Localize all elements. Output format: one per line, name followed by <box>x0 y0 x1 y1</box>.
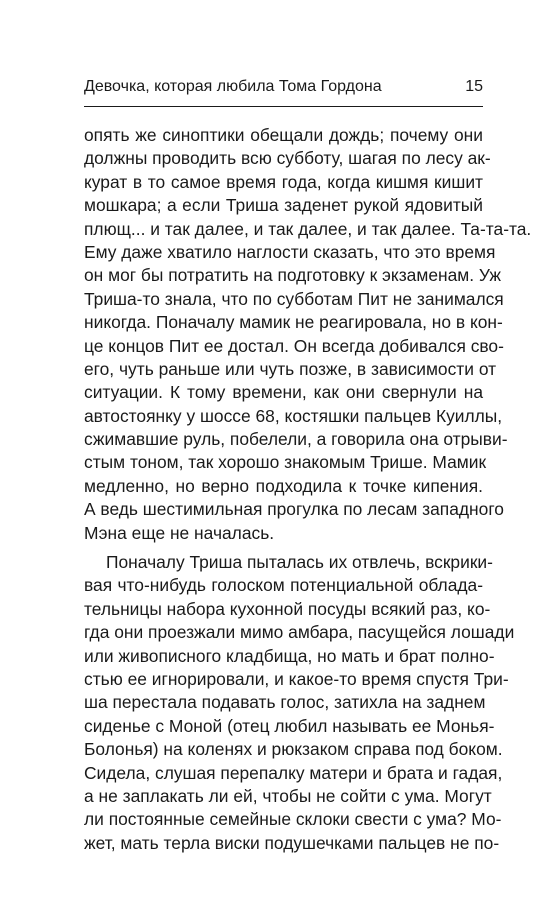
text-line: стым тоном, так хорошо знакомым Трише. Мамик <box>84 452 487 473</box>
text-line: или живописного кладбища, но мать и брат полно- <box>84 645 495 666</box>
paragraph <box>84 551 515 855</box>
text-line: Болонья) на коленях и рюкзаком справа под боком. <box>84 739 503 760</box>
header-rule <box>84 106 483 107</box>
text-line: А ведь шестимильная прогулка по лесам западного <box>84 499 504 520</box>
page-number: 15 <box>465 78 483 95</box>
text-line: Ему даже хватило наглости сказать, что это время <box>84 241 496 262</box>
text-line: медленно, но верно подходила к точке кипения. <box>84 475 483 496</box>
text-line: стью ее игнорировали, и какое-то время спустя Три- <box>84 668 509 689</box>
text-line: его, чуть раньше или чуть позже, в зависимости от <box>84 358 497 379</box>
text-line: а не заплакать ли ей, чтобы не сойти с ума. Могут <box>84 785 492 806</box>
text-line: це концов Пит ее достал. Он всегда добивался сво- <box>84 335 504 356</box>
text-line: вая что-нибудь голоском потенциальной облада- <box>84 575 483 596</box>
text-line: Триша-то знала, что по субботам Пит не занимался <box>84 288 504 309</box>
text-line: ли постоянные семейные склоки свести с ума? Мо- <box>84 809 502 830</box>
paragraph <box>84 124 532 545</box>
text-line: он мог бы потратить на подготовку к экзаменам. Уж <box>84 265 501 286</box>
text-line: ша перестала подавать голос, затихла на заднем <box>84 692 486 713</box>
text-line: плющ... и так далее, и так далее, и так далее. Та-та-та. <box>84 218 532 239</box>
text-line: опять же синоптики обещали дождь; почему они <box>84 125 483 145</box>
text-line: автостоянку у шоссе 68, костяшки пальцев Куиллы, <box>84 405 503 426</box>
text-line: никогда. Поначалу мамик не реагировала, но в кон- <box>84 312 503 333</box>
text-line: жет, мать терла виски подушечками пальцев не по- <box>84 832 500 853</box>
text-line: гда они проезжали мимо амбара, пасущейся лошади <box>84 622 515 643</box>
text-line: курат в то самое время года, когда кишмя кишит <box>84 171 483 192</box>
body-text <box>84 124 532 855</box>
text-line: сжимавшие руль, побелели, а говорила она отрыви- <box>84 429 508 450</box>
text-line: Сидела, слушая перепалку матери и брата и гадая, <box>84 762 503 783</box>
text-line: мошкара; а если Триша заденет рукой ядовитый <box>84 195 483 216</box>
text-line: должны проводить всю субботу, шагая по лесу ак- <box>84 148 491 169</box>
running-header <box>84 78 483 100</box>
text-line: тельницы набора кухонной посуды всякий раз, ко- <box>84 598 491 619</box>
text-line: Мэна еще не началась. <box>84 522 275 543</box>
text-line: ситуации. К тому времени, как они свернули на <box>84 382 483 403</box>
text-line: сиденье с Моной (отец любил называть ее Монья- <box>84 715 495 736</box>
text-line: Поначалу Триша пыталась их отвлечь, вскрики- <box>106 552 493 573</box>
book-title: Девочка, которая любила Тома Гордона <box>84 78 382 95</box>
